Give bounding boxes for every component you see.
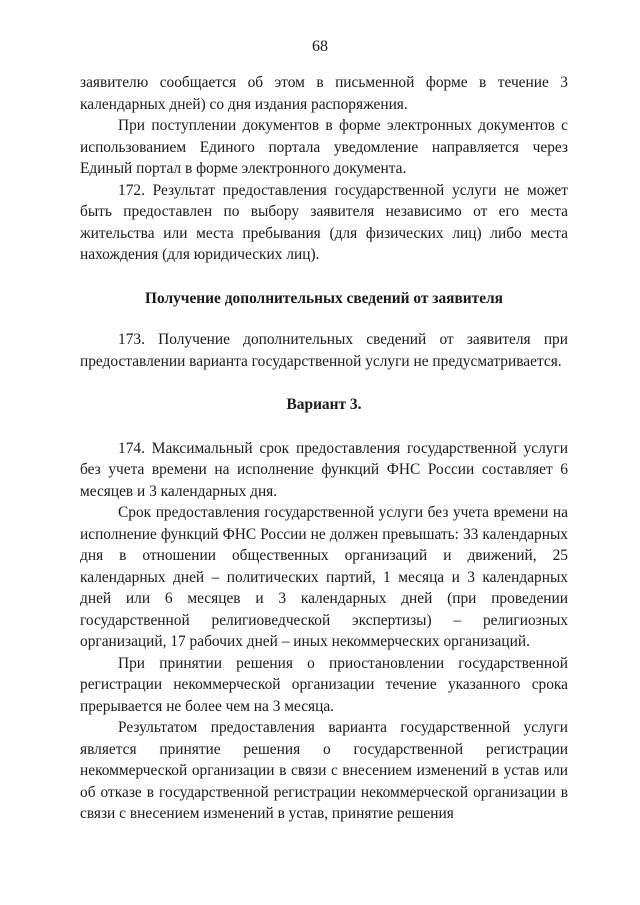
- document-body: [80, 72, 568, 825]
- section-heading-additional-info: Получение дополнительных сведений от заявителя: [145, 289, 503, 307]
- paragraph-electronic-documents: При поступлении документов в форме электронных документов с использованием Единого портала уведомление направляется через Единый портал в форме электронного документа.: [80, 117, 568, 177]
- paragraph-172: 172. Результат предоставления государственной услуги не может быть предоставлен по выбору заявителя независимо от его места жительства или места пребывания (для физических лиц) либо места нахождения (для юридических лиц).: [80, 181, 568, 263]
- paragraph-result: Результатом предоставления варианта государственной услуги является принятие решения о государственной регистрации некоммерческой организации в связи с внесением изменений в устав или об отказе в государственной регистрации некоммерческой организации в связи с внесением изменений в устав, принятие решения: [80, 719, 568, 822]
- paragraph-174: 174. Максимальный срок предоставления государственной услуги без учета времени на исполнение функций ФНС России составляет 6 месяцев и 3 календарных дня.: [80, 439, 568, 500]
- paragraph-173: 173. Получение дополнительных сведений от заявителя при предоставлении варианта государственной услуги не предусматривается.: [80, 331, 568, 370]
- section-heading-variant: Вариант 3.: [286, 396, 362, 413]
- page-number: 68: [312, 38, 328, 55]
- paragraph-continuation: заявителю сообщается об этом в письменной форме в течение 3 календарных дней) со дня издания распоряжения.: [80, 74, 568, 113]
- paragraph-term: Срок предоставления государственной услуги без учета времени на исполнение функций ФНС России не должен превышать: 33 календарных дня в отношении общественных организаций и движений, 25 календарных дней – политических партий, 1 месяца и 3 календарных дней или 6 месяцев и 3 календарных дней (при проведении государственной религиоведческой экспертизы) – религиозных организаций, 17 рабочих дней – иных некоммерческих организаций.: [80, 504, 568, 650]
- paragraph-suspension: При принятии решения о приостановлении государственной регистрации некоммерческой организации течение указанного срока прерывается не более чем на 3 месяца.: [80, 654, 568, 715]
